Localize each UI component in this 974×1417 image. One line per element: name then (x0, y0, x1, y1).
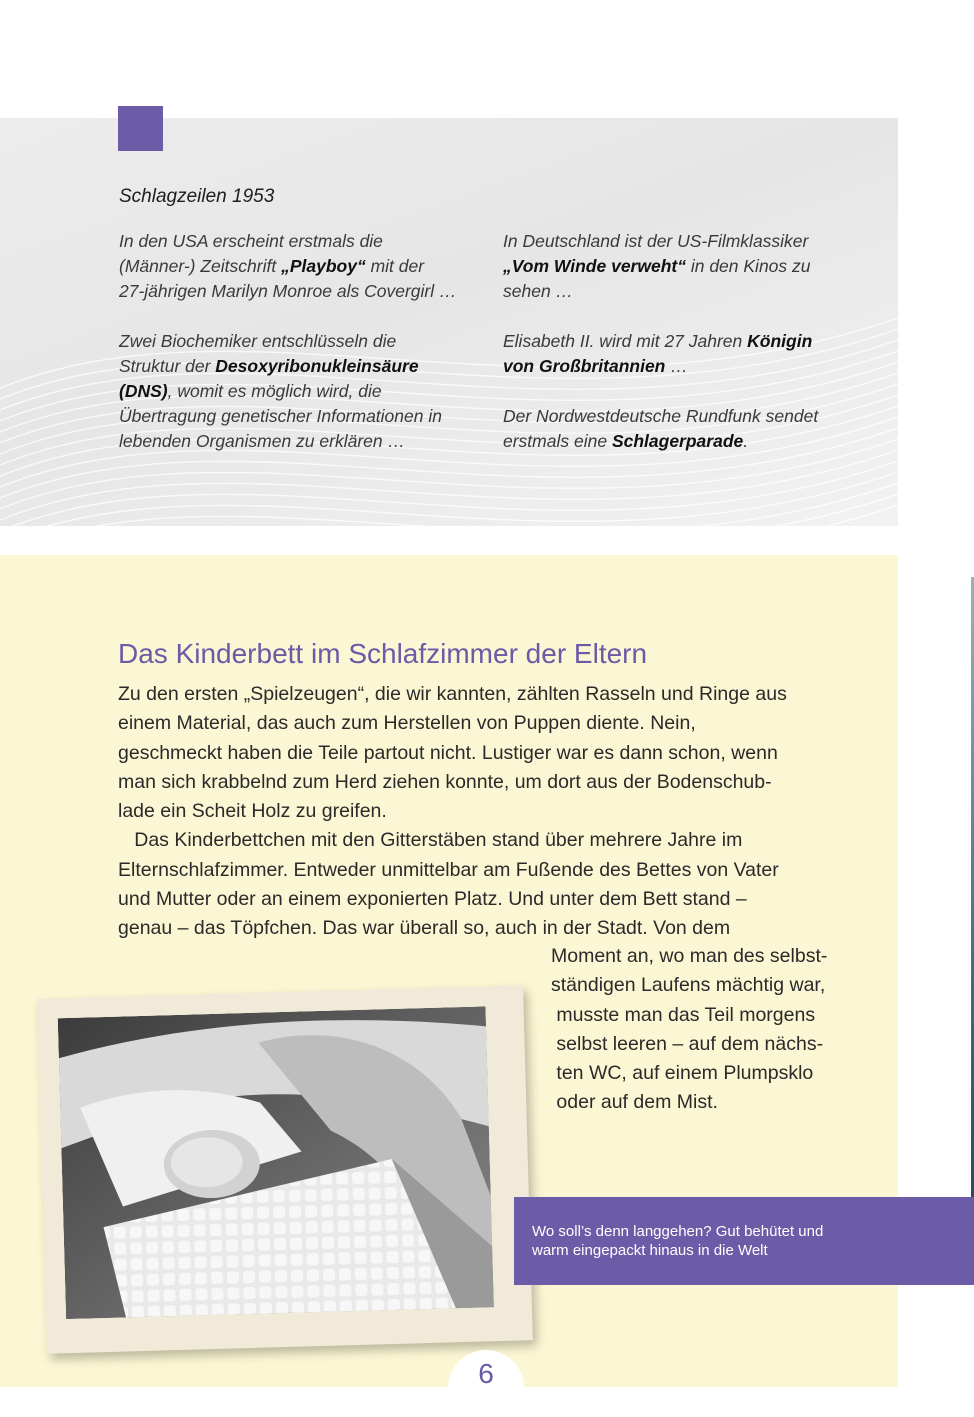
text-line: selbst leeren – auf dem nächs- (551, 1032, 824, 1055)
headline-text: in den Kinos zu (685, 256, 811, 276)
headline-text: … (665, 356, 688, 376)
headline-text: In den USA erscheint erstmals die (119, 231, 383, 251)
headline-text: lebenden Organismen zu erklären … (119, 431, 405, 451)
headline-text: Zwei Biochemiker entschlüsseln die (119, 331, 397, 351)
headline-item (119, 329, 479, 454)
headline-text: Elisabeth II. wird mit 27 Jahren (503, 331, 748, 351)
text-line: lade ein Scheit Holz zu greifen. (118, 800, 387, 823)
headline-text: Übertragung genetischer Informationen in (119, 406, 442, 426)
text-line: Elternschlafzimmer. Entweder unmittelbar am Fußende des Bettes von Vater (118, 858, 779, 881)
section-title: Das Kinderbett im Schlafzimmer der Eltern (118, 638, 648, 670)
headline-highlight: „Vom Winde verweht“ (503, 256, 686, 276)
wave-line (0, 505, 898, 526)
headlines-left-column (119, 229, 479, 479)
headline-item (503, 229, 863, 304)
text-line: Zu den ersten „Spielzeugen“, die wir kannten, zählten Rasseln und Ringe aus (118, 683, 787, 705)
page-number: 6 (448, 1350, 524, 1398)
text-line: einem Material, das auch zum Herstellen von Puppen diente. Nein, (118, 712, 696, 735)
baby-photo (58, 1006, 494, 1319)
text-line: und Mutter oder an einem exponierten Platz. Und unter dem Bett stand – (118, 888, 747, 911)
headline-highlight: (DNS) (119, 381, 168, 401)
headline-text: erstmals eine (503, 431, 612, 451)
article-body (118, 680, 858, 944)
headline-item (503, 404, 863, 454)
headline-text: , womit es möglich wird, die (167, 381, 382, 401)
accent-square (118, 106, 163, 151)
text-line: oder auf dem Mist. (551, 1091, 718, 1114)
wave-line (0, 483, 898, 526)
caption-line: warm eingepackt hinaus in die Welt (532, 1242, 768, 1259)
text-line: Das Kinderbettchen mit den Gitterstäben stand über mehrere Jahre im (118, 829, 743, 852)
text-line: Moment an, wo man des selbst- (551, 945, 828, 967)
headline-highlight: „Playboy“ (281, 256, 366, 276)
headline-highlight: Königin (747, 331, 813, 351)
headline-text: Der Nordwestdeutsche Rundfunk sendet (503, 406, 819, 426)
text-line: geschmeckt haben die Teile partout nicht. Lustiger war es dann schon, wenn (118, 741, 778, 764)
headline-item (119, 229, 479, 304)
headline-highlight: von Großbritannien (503, 356, 666, 376)
headline-text: mit der (365, 256, 425, 276)
text-line: ständigen Laufens mächtig war, (551, 974, 826, 997)
headline-text: Struktur der (119, 356, 216, 376)
text-line: ten WC, auf einem Plumpsklo (551, 1062, 814, 1085)
headline-text: (Männer-) Zeitschrift (119, 256, 282, 276)
headline-text: 27-jährigen Marilyn Monroe als Covergirl … (119, 281, 457, 301)
headlines-title: Schlagzeilen 1953 (119, 186, 275, 207)
headline-highlight: Schlagerparade (611, 431, 744, 451)
text-line: man sich krabbelnd zum Herd ziehen konnte, um dort aus der Bodenschub- (118, 770, 772, 793)
text-line: musste man das Teil morgens (551, 1003, 816, 1026)
headline-text: In Deutschland ist der US-Filmklassiker (503, 231, 809, 251)
article-body-continued (551, 942, 827, 1118)
headline-item (503, 329, 863, 379)
photo-frame (37, 985, 533, 1353)
caption-line: Wo soll’s denn langgehen? Gut behütet und (532, 1223, 824, 1240)
headlines-right-column (503, 229, 863, 479)
headline-text: . (743, 431, 749, 451)
photo-caption (532, 1222, 892, 1260)
headline-highlight: Desoxyribonukleinsäure (215, 356, 419, 376)
headline-text: sehen … (503, 281, 574, 301)
text-line: genau – das Töpfchen. Das war überall so, auch in der Stadt. Von dem (118, 917, 731, 940)
